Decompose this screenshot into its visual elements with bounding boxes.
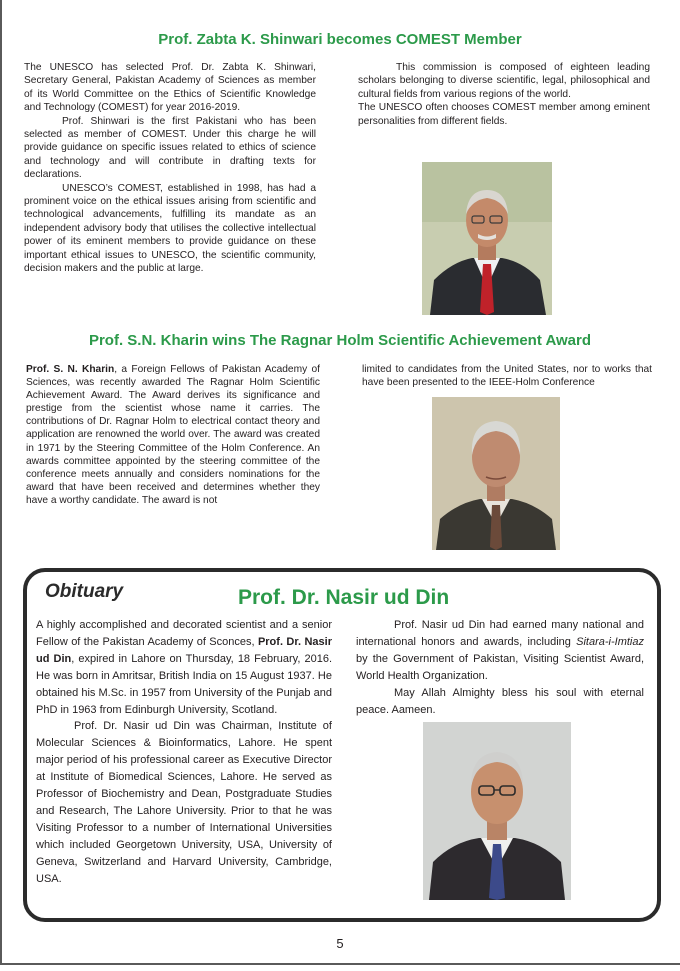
comest-column-right xyxy=(358,61,650,128)
portrait-photo-nasir-ud-din xyxy=(423,722,571,900)
obituary-paragraph-1 xyxy=(36,617,332,718)
obituary-label: Obituary xyxy=(45,581,124,602)
comest-paragraph-2: Prof. Shinwari is the first Pakistani who has been selected as member of COMEST. Under this charge he will provide guidance on specific issues related to ethics of science and technology and will contribute in drafting texts for declarations. xyxy=(24,115,316,181)
obituary-name: Prof. Dr. Nasir ud Din xyxy=(36,635,332,665)
obituary-paragraph-3-start: Prof. Nasir ud Din had earned many national and international honors and awards, including xyxy=(356,619,644,648)
comest-paragraph-1: The UNESCO has selected Prof. Dr. Zabta K. Shinwari, Secretary General, Pakistan Academy of Sciences as member of its World Committee on the Ethics of Scientific Knowledge and Technology (COMEST) for year 2016-2019. xyxy=(24,62,316,114)
obituary-paragraph-3-end: by the Government of Pakistan, Visiting Scientist Award, World Health Organization. xyxy=(356,652,644,682)
kharin-name: Prof. S. N. Kharin xyxy=(26,364,115,375)
obituary-paragraph-2: Prof. Dr. Nasir ud Din was Chairman, Institute of Molecular Sciences & Bioinformatics, Lahore. He spent major period of his professional career as Executive Director at Institute of Biomedical Sciences, Lahore. He served as Professor of Biochemistry and Dean, Postgraduate Studies and Research, The Lahore University. Prior to that he was Visiting Professor to a number of International Universities which included Georgetown University, USA, University of Geneva, Switzerland and Harvard University, Cambridge, USA. xyxy=(36,720,332,885)
comest-paragraph-3: UNESCO’s COMEST, established in 1998, has had a prominent voice on the ethical issues arising from scientific and technological advancements, fulfilling its mandate as an independent advisory body that utilises the collective intellectual power of its eminent members to provide guidance on these important ethical issues to UNESCO, the scientific community, decision makers and the public at large. xyxy=(24,182,316,275)
kharin-column-left xyxy=(26,363,320,507)
page-number: 5 xyxy=(336,936,344,951)
page-frame-bottom xyxy=(0,963,680,965)
obituary-paragraph-4: May Allah Almighty bless his soul with eternal peace. Aameen. xyxy=(356,686,644,716)
portrait-photo-shinwari xyxy=(422,162,552,315)
section-heading-comest: Prof. Zabta K. Shinwari becomes COMEST Member xyxy=(158,31,522,48)
kharin-paragraph-2: limited to candidates from the United States, nor to works that have been presented to the IEEE-Holm Conference xyxy=(362,364,652,389)
page-frame-left xyxy=(0,0,2,965)
portrait-photo-kharin xyxy=(432,397,560,550)
comest-paragraph-4: This commission is composed of eighteen leading scholars belonging to diverse scientific, legal, philosophical and cultural fields from various regions of the world. xyxy=(358,62,650,100)
kharin-paragraph-text: , a Foreign Fellows of Pakistan Academy of Sciences, was recently awarded The Ragnar Holm Scientific Achievement Award. The Award derives its significance and prestige from the scientist whose name it carries. The contributions of Dr. Ragnar Holm to electrical contact theory and application are renowned the world over. The award was created in 1971 by the Steering Committee of the Holm Conference. An awards committee appointed by the steering committee of the conference meets annually and considers nominations for the award that have been received and determines whether they have a worthy candidate. The award is not xyxy=(26,364,320,506)
obituary-paragraph-1-start: A highly accomplished and decorated scientist and a senior Fellow of the Pakistan Academy of Sconces, xyxy=(36,619,332,648)
obituary-award-name: Sitara-i-Imtiaz xyxy=(576,635,644,648)
comest-column-left xyxy=(24,61,316,276)
section-heading-kharin: Prof. S.N. Kharin wins The Ragnar Holm Scientific Achievement Award xyxy=(88,332,592,349)
comest-paragraph-5: The UNESCO often chooses COMEST member among eminent personalities from different fields. xyxy=(358,102,650,127)
obituary-column-right xyxy=(356,617,644,718)
obituary-title: Prof. Dr. Nasir ud Din xyxy=(238,586,450,609)
kharin-column-right xyxy=(362,363,652,389)
obituary-column-left xyxy=(36,617,332,888)
obituary-paragraph-3 xyxy=(356,617,644,685)
obituary-paragraph-1-end: , expired in Lahore on Thursday, 18 February, 2016. He was born in Amritsar, British India on 15 August 1937. He obtained his M.Sc. in 1957 from University of the Punjab and PhD in 1963 from Edinburgh University, Scotland. xyxy=(36,652,333,716)
kharin-paragraph-1 xyxy=(26,363,320,507)
